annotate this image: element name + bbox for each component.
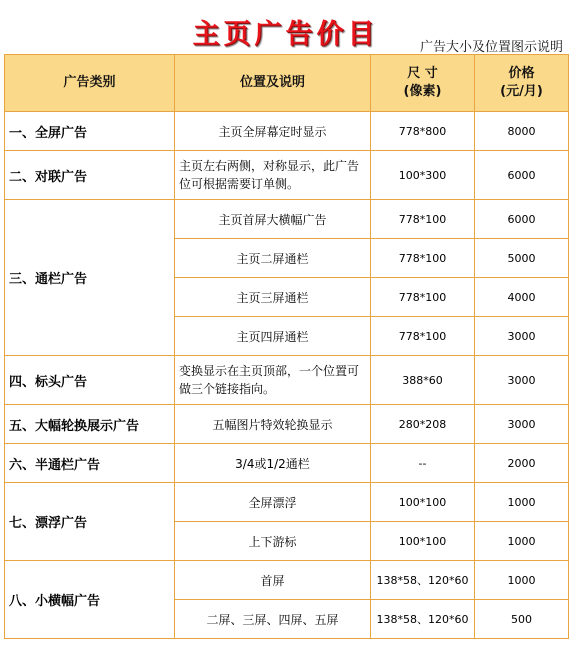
header-size-line2: (像素) <box>403 84 442 99</box>
size-cell: 778*800 <box>371 112 475 151</box>
table-row <box>5 561 569 600</box>
size-cell: 138*58、120*60 <box>371 561 475 600</box>
header-position: 位置及说明 <box>175 55 371 112</box>
price-cell: 500 <box>475 600 569 639</box>
price-table <box>4 54 569 639</box>
category-cell: 二、对联广告 <box>5 151 175 200</box>
size-cell: 388*60 <box>371 356 475 405</box>
size-cell: 100*100 <box>371 483 475 522</box>
category-cell: 一、全屏广告 <box>5 112 175 151</box>
size-cell: 778*100 <box>371 200 475 239</box>
position-cell: 首屏 <box>175 561 371 600</box>
price-cell: 6000 <box>475 151 569 200</box>
category-cell: 五、大幅轮换展示广告 <box>5 405 175 444</box>
table-row <box>5 112 569 151</box>
size-cell: 100*100 <box>371 522 475 561</box>
page-title: 主页广告价目 <box>192 19 379 50</box>
position-cell: 五幅图片特效轮换显示 <box>175 405 371 444</box>
price-cell: 4000 <box>475 278 569 317</box>
header-category: 广告类别 <box>5 55 175 112</box>
price-cell: 1000 <box>475 483 569 522</box>
price-cell: 1000 <box>475 561 569 600</box>
position-cell: 主页二屏通栏 <box>175 239 371 278</box>
table-row <box>5 405 569 444</box>
category-cell: 八、小横幅广告 <box>5 561 175 639</box>
category-cell: 四、标头广告 <box>5 356 175 405</box>
position-cell: 上下游标 <box>175 522 371 561</box>
position-cell: 主页首屏大横幅广告 <box>175 200 371 239</box>
position-cell: 全屏漂浮 <box>175 483 371 522</box>
position-cell: 主页左右两侧，对称显示，此广告位可根据需要订单侧。 <box>175 151 371 200</box>
header-price-line1: 价格 <box>508 66 535 81</box>
position-cell: 主页全屏幕定时显示 <box>175 112 371 151</box>
price-cell: 6000 <box>475 200 569 239</box>
header-price-line2: (元/月) <box>500 84 543 99</box>
table-header-row <box>5 55 569 112</box>
table-row <box>5 200 569 239</box>
position-cell: 3/4或1/2通栏 <box>175 444 371 483</box>
table-row <box>5 356 569 405</box>
size-cell: 100*300 <box>371 151 475 200</box>
position-cell: 二屏、三屏、四屏、五屏 <box>175 600 371 639</box>
size-cell: 280*208 <box>371 405 475 444</box>
price-cell: 3000 <box>475 356 569 405</box>
size-cell: 778*100 <box>371 278 475 317</box>
category-cell: 七、漂浮广告 <box>5 483 175 561</box>
size-cell: 778*100 <box>371 239 475 278</box>
price-cell: 3000 <box>475 405 569 444</box>
price-cell: 2000 <box>475 444 569 483</box>
subtitle: 广告大小及位置图示说明 <box>419 40 563 55</box>
category-cell: 三、通栏广告 <box>5 200 175 356</box>
header-size <box>371 55 475 112</box>
header-price <box>475 55 569 112</box>
table-row <box>5 483 569 522</box>
price-cell: 5000 <box>475 239 569 278</box>
size-cell: 138*58、120*60 <box>371 600 475 639</box>
position-cell: 主页三屏通栏 <box>175 278 371 317</box>
position-cell: 主页四屏通栏 <box>175 317 371 356</box>
table-row <box>5 444 569 483</box>
size-cell: 778*100 <box>371 317 475 356</box>
position-cell: 变换显示在主页顶部，一个位置可做三个链接指向。 <box>175 356 371 405</box>
size-cell: -- <box>371 444 475 483</box>
price-cell: 1000 <box>475 522 569 561</box>
table-row <box>5 151 569 200</box>
header-size-line1: 尺 寸 <box>407 66 438 81</box>
price-cell: 3000 <box>475 317 569 356</box>
category-cell: 六、半通栏广告 <box>5 444 175 483</box>
price-cell: 8000 <box>475 112 569 151</box>
